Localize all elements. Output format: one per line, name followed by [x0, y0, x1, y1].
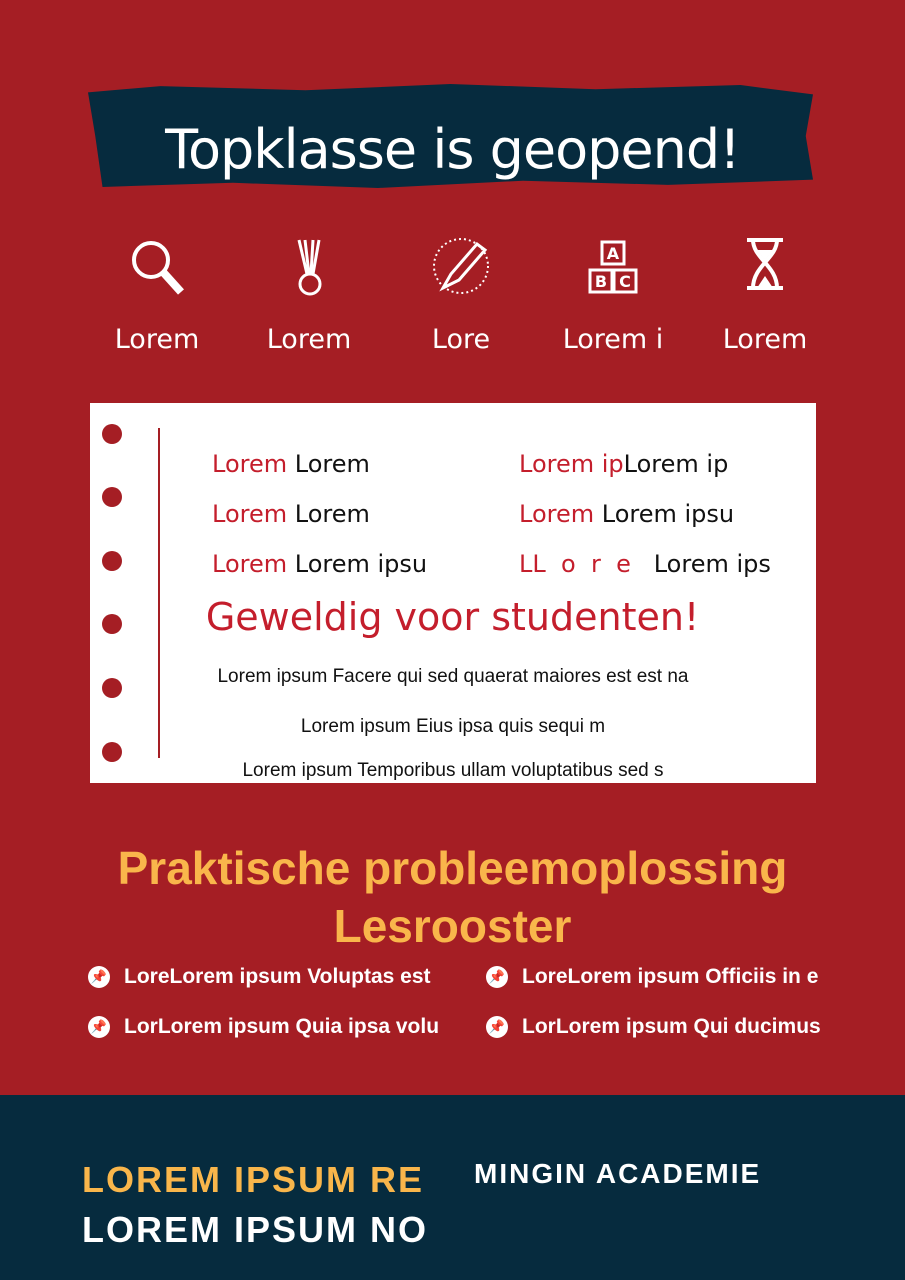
feature-label: Lorem — [114, 324, 200, 355]
heading-schedule: Lesrooster — [333, 900, 572, 952]
info-row: LL o r e Lorem ips — [519, 550, 771, 578]
svg-text:A: A — [606, 244, 620, 263]
info-row: Lorem Lorem — [212, 450, 370, 478]
footer-line-1: LOREM IPSUM RE — [82, 1159, 425, 1200]
info-row: Lorem Lorem — [212, 500, 370, 528]
bullet-item: 📌 LorLorem ipsum Qui ducimus — [486, 1015, 821, 1039]
footer-brand: MINGIN ACADEMIE — [474, 1158, 762, 1189]
bullet-item: 📌 LoreLorem ipsum Voluptas est — [88, 965, 431, 989]
feature-label: Lorem i — [562, 324, 664, 355]
info-row: Lorem Lorem ipsu — [519, 500, 735, 528]
pin-icon: 📌 — [486, 1016, 508, 1038]
pin-icon: 📌 — [486, 966, 508, 988]
feature-label: Lore — [431, 324, 491, 355]
page-title: Topklasse is geopend! — [165, 118, 740, 181]
feature-label: Lorem — [722, 324, 808, 355]
svg-text:C: C — [619, 272, 631, 291]
svg-text:B: B — [594, 272, 608, 291]
punch-hole — [102, 424, 122, 444]
bullet-item: 📌 LoreLorem ipsum Officiis in e — [486, 965, 818, 989]
pin-icon: 📌 — [88, 966, 110, 988]
punch-hole — [102, 742, 122, 762]
paper-line: Lorem ipsum Temporibus ullam voluptatibus sed s — [242, 760, 664, 781]
punch-hole — [102, 551, 122, 571]
paper-line: Lorem ipsum Facere qui sed quaerat maiores est est na — [217, 666, 689, 687]
info-row: Lorem Lorem ipsu — [212, 550, 428, 578]
footer-line-2: LOREM IPSUM NO — [82, 1209, 429, 1250]
info-row: Lorem ipLorem ip — [519, 450, 729, 478]
feature-5 — [690, 236, 840, 355]
feature-1 — [82, 236, 232, 355]
feature-3 — [386, 236, 536, 355]
highlighter-icon — [431, 236, 491, 298]
hourglass-icon — [735, 236, 795, 298]
medal-icon — [279, 236, 339, 298]
subtitle: Geweldig voor studenten! — [205, 595, 700, 639]
margin-line — [158, 428, 160, 758]
abc-blocks-icon — [583, 236, 643, 298]
bullet-item: 📌 LorLorem ipsum Quia ipsa volu — [88, 1015, 439, 1039]
pin-icon: 📌 — [88, 1016, 110, 1038]
feature-2 — [234, 236, 384, 355]
paper-line: Lorem ipsum Eius ipsa quis sequi m — [300, 716, 606, 737]
feature-4 — [538, 236, 688, 355]
feature-label: Lorem — [266, 324, 352, 355]
magnifier-icon — [127, 236, 187, 298]
punch-hole — [102, 487, 122, 507]
heading-problem-solving: Praktische probleemoplossing — [117, 842, 788, 894]
